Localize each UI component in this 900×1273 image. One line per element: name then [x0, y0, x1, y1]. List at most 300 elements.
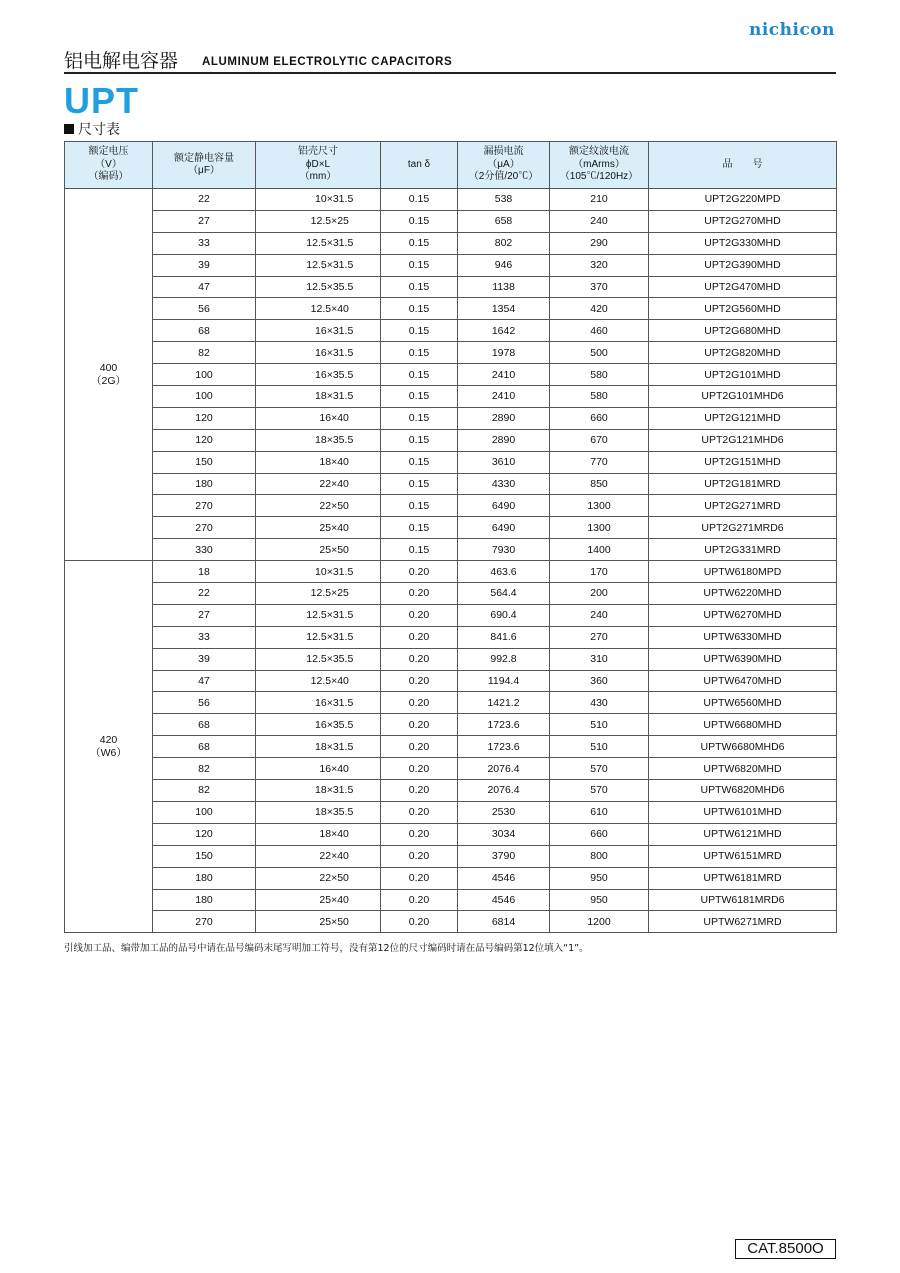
ripple-current-cell: 310 — [550, 648, 649, 670]
case-diameter: 16 — [319, 762, 332, 775]
tan-delta-cell: 0.15 — [381, 539, 458, 561]
case-size-cell: 16×31.5 — [256, 342, 381, 364]
case-size-cell: 16×31.5 — [256, 692, 381, 714]
case-size-cell: 18×40 — [256, 823, 381, 845]
table-row — [65, 210, 837, 232]
leakage-current-cell: 1978 — [458, 342, 550, 364]
header-line: （mm） — [299, 171, 337, 183]
case-length: 35.5 — [332, 434, 354, 447]
case-length: 40 — [337, 893, 349, 906]
header-case-size — [256, 142, 381, 189]
ripple-current-cell: 460 — [550, 320, 649, 342]
table-row — [65, 692, 837, 714]
case-size-cell: 12.5×35.5 — [256, 276, 381, 298]
capacitance-cell: 180 — [153, 867, 256, 889]
table-row — [65, 626, 837, 648]
case-length: 40 — [337, 828, 349, 841]
part-number-cell: UPTW6470MHD — [649, 670, 837, 692]
header-line: （编码） — [88, 171, 129, 183]
ripple-current-cell: 950 — [550, 889, 649, 911]
part-number-cell: UPT2G271MRD6 — [649, 517, 837, 539]
table-row — [65, 364, 837, 386]
case-length: 40 — [337, 478, 349, 491]
part-number-cell: UPT2G101MHD — [649, 364, 837, 386]
table-row — [65, 473, 837, 495]
case-diameter: 12.5 — [310, 302, 332, 315]
case-length: 31.5 — [332, 696, 354, 709]
tan-delta-cell: 0.20 — [381, 911, 458, 933]
capacitance-cell: 150 — [153, 845, 256, 867]
capacitance-cell: 270 — [153, 517, 256, 539]
tan-delta-cell: 0.15 — [381, 386, 458, 408]
ripple-current-cell: 240 — [550, 604, 649, 626]
ripple-current-cell: 570 — [550, 758, 649, 780]
tan-delta-cell: 0.20 — [381, 561, 458, 583]
ripple-current-cell: 1300 — [550, 495, 649, 517]
table-row — [65, 407, 837, 429]
leakage-current-cell: 1421.2 — [458, 692, 550, 714]
leakage-current-cell: 463.6 — [458, 561, 550, 583]
case-size-cell: 16×31.5 — [256, 320, 381, 342]
header-line: （V） — [95, 158, 122, 170]
tan-delta-cell: 0.15 — [381, 210, 458, 232]
capacitance-cell: 22 — [153, 189, 256, 211]
tan-delta-cell: 0.15 — [381, 517, 458, 539]
case-size-cell: 22×50 — [256, 495, 381, 517]
capacitance-cell: 330 — [153, 539, 256, 561]
table-row — [65, 604, 837, 626]
case-length: 40 — [337, 521, 349, 534]
leakage-current-cell: 2076.4 — [458, 780, 550, 802]
part-number-cell: UPTW6121MHD — [649, 823, 837, 845]
table-row — [65, 648, 837, 670]
ripple-current-cell: 800 — [550, 845, 649, 867]
table-row — [65, 583, 837, 605]
part-number-cell: UPTW6220MHD — [649, 583, 837, 605]
capacitance-cell: 27 — [153, 210, 256, 232]
table-row — [65, 714, 837, 736]
brand-logo: nichicon — [748, 20, 835, 40]
part-number-cell: UPT2G560MHD — [649, 298, 837, 320]
leakage-current-cell: 6814 — [458, 911, 550, 933]
part-number-cell: UPTW6330MHD — [649, 626, 837, 648]
capacitance-cell: 68 — [153, 320, 256, 342]
tan-delta-cell: 0.20 — [381, 845, 458, 867]
table-row — [65, 889, 837, 911]
part-number-cell: UPTW6560MHD — [649, 692, 837, 714]
table-row — [65, 276, 837, 298]
ripple-current-cell: 420 — [550, 298, 649, 320]
ripple-current-cell: 320 — [550, 254, 649, 276]
capacitance-cell: 120 — [153, 407, 256, 429]
header-ripple-current — [550, 142, 649, 189]
capacitance-cell: 47 — [153, 670, 256, 692]
case-diameter: 22 — [319, 850, 332, 863]
ripple-current-cell: 370 — [550, 276, 649, 298]
table-row — [65, 429, 837, 451]
ripple-current-cell: 430 — [550, 692, 649, 714]
part-number-cell: UPT2G820MHD — [649, 342, 837, 364]
ripple-current-cell: 670 — [550, 429, 649, 451]
tan-delta-cell: 0.20 — [381, 801, 458, 823]
table-row — [65, 867, 837, 889]
tan-delta-cell: 0.20 — [381, 583, 458, 605]
table-row — [65, 232, 837, 254]
leakage-current-cell: 992.8 — [458, 648, 550, 670]
part-number-cell: UPTW6270MHD — [649, 604, 837, 626]
catalog-number: CAT.8500O — [735, 1239, 836, 1259]
case-length: 31.5 — [332, 193, 354, 206]
part-number-cell: UPTW6680MHD — [649, 714, 837, 736]
table-row — [65, 801, 837, 823]
ripple-current-cell: 850 — [550, 473, 649, 495]
case-length: 40 — [337, 456, 349, 469]
case-size-cell: 16×40 — [256, 758, 381, 780]
case-size-cell: 18×31.5 — [256, 736, 381, 758]
case-length: 40 — [337, 302, 349, 315]
case-diameter: 22 — [319, 478, 332, 491]
tan-delta-cell: 0.20 — [381, 889, 458, 911]
tan-delta-cell: 0.15 — [381, 429, 458, 451]
table-row — [65, 823, 837, 845]
case-size-cell: 22×50 — [256, 867, 381, 889]
case-size-cell: 12.5×40 — [256, 670, 381, 692]
case-length: 40 — [337, 675, 349, 688]
table-row — [65, 254, 837, 276]
table-row — [65, 670, 837, 692]
capacitance-cell: 100 — [153, 801, 256, 823]
ripple-current-cell: 290 — [550, 232, 649, 254]
tan-delta-cell: 0.15 — [381, 320, 458, 342]
header-capacitance — [153, 142, 256, 189]
tan-delta-cell: 0.20 — [381, 626, 458, 648]
table-row — [65, 495, 837, 517]
voltage-value: 400 — [99, 361, 118, 374]
table-row — [65, 758, 837, 780]
case-diameter: 16 — [315, 324, 327, 337]
part-number-cell: UPT2G151MHD — [649, 451, 837, 473]
tan-delta-cell: 0.15 — [381, 451, 458, 473]
capacitance-cell: 180 — [153, 473, 256, 495]
table-row — [65, 736, 837, 758]
part-number-cell: UPTW6180MPD — [649, 561, 837, 583]
leakage-current-cell: 564.4 — [458, 583, 550, 605]
part-number-cell: UPT2G121MHD — [649, 407, 837, 429]
ripple-current-cell: 660 — [550, 407, 649, 429]
tan-delta-cell: 0.15 — [381, 342, 458, 364]
case-diameter: 16 — [315, 346, 327, 359]
leakage-current-cell: 690.4 — [458, 604, 550, 626]
case-size-cell: 16×35.5 — [256, 364, 381, 386]
capacitance-cell: 39 — [153, 254, 256, 276]
case-size-cell: 12.5×25 — [256, 210, 381, 232]
part-number-cell: UPT2G331MRD — [649, 539, 837, 561]
case-length: 31.5 — [332, 346, 354, 359]
case-length: 25 — [337, 587, 349, 600]
leakage-current-cell: 7930 — [458, 539, 550, 561]
case-diameter: 16 — [315, 368, 327, 381]
tan-delta-cell: 0.20 — [381, 714, 458, 736]
part-number-cell: UPT2G271MRD — [649, 495, 837, 517]
header-part-number — [649, 142, 837, 189]
header-tan-delta — [381, 142, 458, 189]
leakage-current-cell: 1723.6 — [458, 736, 550, 758]
part-number-cell: UPTW6271MRD — [649, 911, 837, 933]
leakage-current-cell: 4546 — [458, 889, 550, 911]
ripple-current-cell: 210 — [550, 189, 649, 211]
case-diameter: 10 — [315, 565, 327, 578]
section-heading — [64, 119, 120, 139]
part-number-cell: UPT2G121MHD6 — [649, 429, 837, 451]
tan-delta-cell: 0.15 — [381, 254, 458, 276]
square-bullet-icon — [64, 124, 74, 134]
case-size-cell: 16×40 — [256, 407, 381, 429]
case-length: 50 — [337, 872, 349, 885]
table-row — [65, 911, 837, 933]
ripple-current-cell: 570 — [550, 780, 649, 802]
capacitance-cell: 22 — [153, 583, 256, 605]
part-number-cell: UPT2G101MHD6 — [649, 386, 837, 408]
case-size-cell: 18×35.5 — [256, 429, 381, 451]
leakage-current-cell: 3610 — [458, 451, 550, 473]
tan-delta-cell: 0.15 — [381, 232, 458, 254]
leakage-current-cell: 2890 — [458, 407, 550, 429]
ripple-current-cell: 610 — [550, 801, 649, 823]
part-number-cell: UPT2G470MHD — [649, 276, 837, 298]
header-line: （mArms） — [573, 158, 625, 170]
case-diameter: 18 — [319, 456, 332, 469]
ripple-current-cell: 170 — [550, 561, 649, 583]
case-size-cell: 10×31.5 — [256, 561, 381, 583]
capacitance-cell: 100 — [153, 386, 256, 408]
case-length: 35.5 — [332, 368, 354, 381]
dimensions-table — [64, 141, 837, 933]
case-diameter: 16 — [315, 718, 327, 731]
case-size-cell: 22×40 — [256, 473, 381, 495]
case-diameter: 12.5 — [310, 675, 332, 688]
table-row — [65, 517, 837, 539]
table-row — [65, 451, 837, 473]
ripple-current-cell: 580 — [550, 364, 649, 386]
voltage-code: （2G） — [90, 374, 126, 387]
capacitance-cell: 33 — [153, 626, 256, 648]
table-row — [65, 561, 837, 583]
leakage-current-cell: 2530 — [458, 801, 550, 823]
tan-delta-cell: 0.20 — [381, 604, 458, 626]
case-diameter: 10 — [315, 193, 327, 206]
case-diameter: 12.5 — [310, 587, 332, 600]
case-length: 35.5 — [332, 718, 354, 731]
case-length: 50 — [337, 543, 349, 556]
case-size-cell: 12.5×40 — [256, 298, 381, 320]
case-diameter: 12.5 — [310, 215, 332, 228]
ripple-current-cell: 1200 — [550, 911, 649, 933]
case-diameter: 12.5 — [306, 281, 327, 293]
table-row — [65, 298, 837, 320]
tan-delta-cell: 0.20 — [381, 736, 458, 758]
tan-delta-cell: 0.15 — [381, 364, 458, 386]
header-line: （μA） — [487, 158, 520, 170]
part-number-cell: UPTW6390MHD — [649, 648, 837, 670]
page-title-en: ALUMINUM ELECTROLYTIC CAPACITORS — [202, 56, 453, 68]
case-diameter: 18 — [315, 390, 327, 403]
case-length: 40 — [337, 412, 349, 425]
ripple-current-cell: 270 — [550, 626, 649, 648]
title-bar — [64, 44, 836, 74]
case-diameter: 12.5 — [306, 631, 327, 644]
series-name: UPT — [64, 80, 139, 121]
ripple-current-cell: 510 — [550, 736, 649, 758]
voltage-value: 420 — [99, 733, 118, 746]
tan-delta-cell: 0.15 — [381, 189, 458, 211]
case-length: 31.5 — [332, 740, 354, 753]
capacitance-cell: 47 — [153, 276, 256, 298]
capacitance-cell: 120 — [153, 429, 256, 451]
case-diameter: 12.5 — [306, 237, 327, 250]
case-diameter: 22 — [319, 499, 332, 512]
ripple-current-cell: 240 — [550, 210, 649, 232]
case-length: 31.5 — [332, 631, 354, 644]
part-number-cell: UPTW6680MHD6 — [649, 736, 837, 758]
tan-delta-cell: 0.20 — [381, 867, 458, 889]
part-number-cell: UPT2G270MHD — [649, 210, 837, 232]
table-row — [65, 780, 837, 802]
section-title: 尺寸表 — [78, 122, 120, 138]
case-size-cell: 12.5×31.5 — [256, 604, 381, 626]
case-diameter: 18 — [315, 806, 327, 819]
case-size-cell: 25×40 — [256, 889, 381, 911]
case-diameter: 12.5 — [306, 653, 327, 666]
case-length: 25 — [337, 215, 349, 228]
leakage-current-cell: 4546 — [458, 867, 550, 889]
header-line: 额定纹波电流 — [569, 146, 629, 158]
case-size-cell: 12.5×31.5 — [256, 626, 381, 648]
header-rated-voltage — [65, 142, 153, 189]
case-length: 50 — [337, 499, 349, 512]
case-diameter: 22 — [319, 872, 332, 885]
table-row — [65, 845, 837, 867]
capacitance-cell: 150 — [153, 451, 256, 473]
part-number-cell: UPT2G680MHD — [649, 320, 837, 342]
part-number-cell: UPT2G181MRD — [649, 473, 837, 495]
case-length: 31.5 — [332, 324, 354, 337]
leakage-current-cell: 2076.4 — [458, 758, 550, 780]
leakage-current-cell: 538 — [458, 189, 550, 211]
capacitance-cell: 82 — [153, 758, 256, 780]
tan-delta-cell: 0.20 — [381, 648, 458, 670]
leakage-current-cell: 6490 — [458, 495, 550, 517]
part-number-cell: UPTW6101MHD — [649, 801, 837, 823]
tan-delta-cell: 0.20 — [381, 670, 458, 692]
header-line: tan δ — [407, 158, 431, 170]
tan-delta-cell: 0.15 — [381, 276, 458, 298]
leakage-current-cell: 658 — [458, 210, 550, 232]
case-size-cell: 18×31.5 — [256, 386, 381, 408]
header-line: 额定静电容量 — [174, 152, 234, 164]
case-length: 35.5 — [332, 281, 354, 293]
leakage-current-cell: 841.6 — [458, 626, 550, 648]
ripple-current-cell: 660 — [550, 823, 649, 845]
case-size-cell: 16×35.5 — [256, 714, 381, 736]
voltage-cell — [65, 561, 153, 933]
footnote: 引线加工品、编带加工品的品号中请在品号编码末尾写明加工符号，没有第12位的尺寸编码时请在品号编码第12位填入“1”。 — [64, 943, 589, 954]
leakage-current-cell: 1642 — [458, 320, 550, 342]
case-diameter: 25 — [319, 915, 332, 928]
case-diameter: 18 — [315, 784, 327, 797]
case-diameter: 25 — [319, 543, 332, 556]
ripple-current-cell: 950 — [550, 867, 649, 889]
case-length: 40 — [337, 850, 349, 863]
case-diameter: 18 — [319, 828, 332, 841]
header-line: （105℃/120Hz） — [559, 171, 639, 183]
header-line: 额定电压 — [88, 146, 129, 158]
part-number-cell: UPT2G220MPD — [649, 189, 837, 211]
ripple-current-cell: 360 — [550, 670, 649, 692]
leakage-current-cell: 2890 — [458, 429, 550, 451]
capacitance-cell: 56 — [153, 692, 256, 714]
leakage-current-cell: 2410 — [458, 364, 550, 386]
leakage-current-cell: 3034 — [458, 823, 550, 845]
part-number-cell: UPTW6151MRD — [649, 845, 837, 867]
capacitance-cell: 100 — [153, 364, 256, 386]
leakage-current-cell: 2410 — [458, 386, 550, 408]
header-line: （2分值/20℃） — [468, 171, 539, 183]
leakage-current-cell: 1723.6 — [458, 714, 550, 736]
capacitance-cell: 270 — [153, 911, 256, 933]
ripple-current-cell: 1400 — [550, 539, 649, 561]
case-diameter: 16 — [319, 412, 332, 425]
header-line: 品 号 — [722, 158, 763, 170]
voltage-cell — [65, 189, 153, 561]
ripple-current-cell: 1300 — [550, 517, 649, 539]
capacitance-cell: 39 — [153, 648, 256, 670]
case-diameter: 18 — [315, 740, 327, 753]
case-length: 31.5 — [332, 259, 354, 272]
case-size-cell: 10×31.5 — [256, 189, 381, 211]
case-diameter: 12.5 — [306, 609, 327, 622]
case-length: 31.5 — [332, 784, 354, 797]
capacitance-cell: 270 — [153, 495, 256, 517]
case-diameter: 16 — [315, 696, 327, 709]
part-number-cell: UPT2G330MHD — [649, 232, 837, 254]
tan-delta-cell: 0.20 — [381, 758, 458, 780]
case-size-cell: 12.5×35.5 — [256, 648, 381, 670]
ripple-current-cell: 770 — [550, 451, 649, 473]
part-number-cell: UPTW6820MHD6 — [649, 780, 837, 802]
case-size-cell: 12.5×31.5 — [256, 254, 381, 276]
leakage-current-cell: 946 — [458, 254, 550, 276]
header-leakage-current — [458, 142, 550, 189]
capacitance-cell: 18 — [153, 561, 256, 583]
capacitance-cell: 82 — [153, 342, 256, 364]
case-length: 31.5 — [332, 390, 354, 403]
capacitance-cell: 180 — [153, 889, 256, 911]
capacitance-cell: 27 — [153, 604, 256, 626]
capacitance-cell: 56 — [153, 298, 256, 320]
leakage-current-cell: 6490 — [458, 517, 550, 539]
leakage-current-cell: 1354 — [458, 298, 550, 320]
part-number-cell: UPTW6181MRD6 — [649, 889, 837, 911]
case-diameter: 18 — [315, 434, 327, 447]
voltage-code: （W6） — [90, 746, 127, 759]
table-header-row — [65, 142, 837, 189]
case-size-cell: 12.5×31.5 — [256, 232, 381, 254]
header-line: 漏损电流 — [483, 146, 524, 158]
header-line: ϕD×L — [305, 158, 331, 170]
table-row — [65, 539, 837, 561]
table-row — [65, 189, 837, 211]
tan-delta-cell: 0.15 — [381, 298, 458, 320]
